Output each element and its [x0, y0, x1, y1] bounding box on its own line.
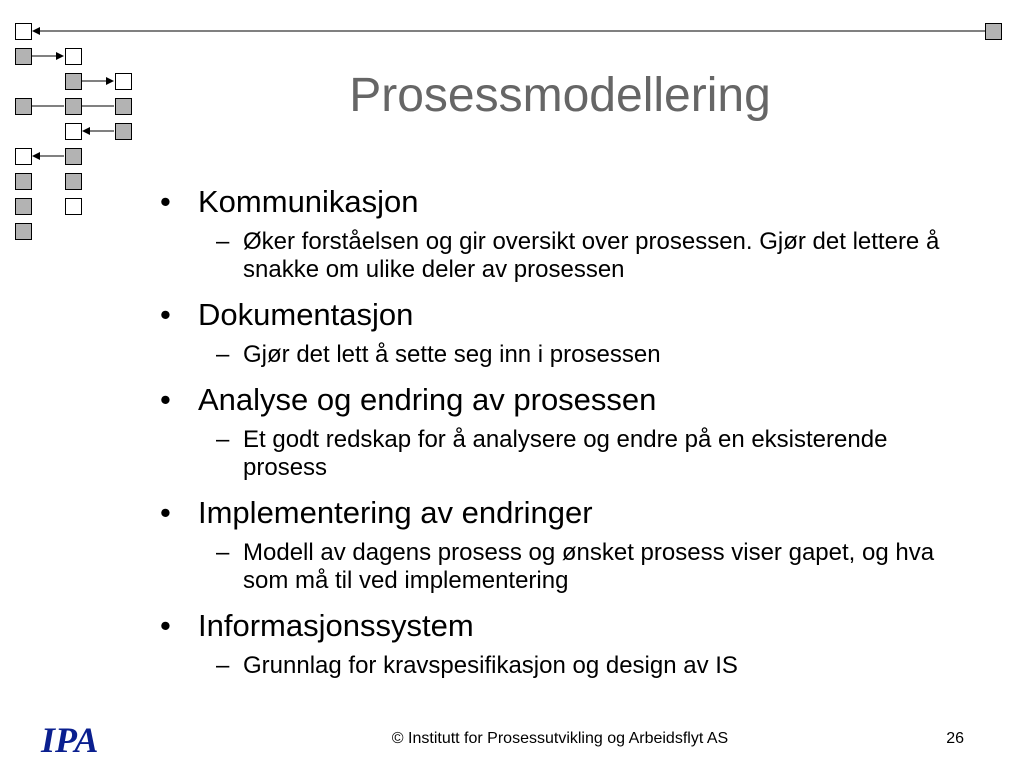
- bullet-text: Analyse og endring av prosessen: [198, 382, 657, 417]
- bullet-item: [160, 293, 990, 369]
- diagram-box: [116, 99, 132, 115]
- diagram-box: [16, 149, 32, 165]
- sub-bullet-marker: –: [216, 539, 230, 566]
- bullet-text: Kommunikasjon: [198, 184, 419, 219]
- sub-bullet-marker: –: [216, 341, 230, 368]
- diagram-box: [16, 199, 32, 215]
- bullet-text: Informasjonssystem: [198, 608, 474, 643]
- diagram-box: [66, 49, 82, 65]
- diagram-box: [66, 149, 82, 165]
- diagram-box: [16, 174, 32, 190]
- diagram-box: [116, 74, 132, 90]
- diagram-box: [16, 24, 32, 40]
- bullet-item: [160, 378, 990, 482]
- diagram-box: [66, 124, 82, 140]
- ipa-logo: IPA: [41, 720, 99, 760]
- bullet-item: [160, 491, 990, 595]
- bullet-text: Dokumentasjon: [198, 297, 414, 332]
- diagram-box: [16, 224, 32, 240]
- diagram-box: [66, 174, 82, 190]
- diagram-box: [66, 74, 82, 90]
- sub-bullet-marker: –: [216, 426, 230, 453]
- diagram-box: [986, 24, 1002, 40]
- bullet-marker: •: [160, 184, 171, 219]
- bullet-marker: •: [160, 382, 171, 417]
- sub-bullet-marker: –: [216, 652, 230, 679]
- diagram-box: [66, 99, 82, 115]
- page-number: 26: [946, 730, 964, 747]
- footer-copyright: © Institutt for Prosessutvikling og Arbeidsflyt AS: [391, 730, 729, 747]
- sub-bullet-text: Et godt redskap for å analysere og endre på en eksisterende prosess: [243, 426, 888, 481]
- bullet-text: Implementering av endringer: [198, 495, 593, 530]
- bullet-item: [160, 180, 990, 284]
- bullet-marker: •: [160, 608, 171, 643]
- bullet-list: [160, 180, 990, 689]
- diagram-box: [16, 49, 32, 65]
- slide-title: Prosessmodellering: [349, 69, 771, 122]
- diagram-box: [116, 124, 132, 140]
- sub-bullet-text: Modell av dagens prosess og ønsket prosess viser gapet, og hva som må til ved implementering: [243, 539, 935, 594]
- sub-bullet-text: Gjør det lett å sette seg inn i prosessen: [243, 341, 661, 368]
- bullet-item: [160, 604, 990, 680]
- diagram-box: [66, 199, 82, 215]
- diagram-box: [16, 99, 32, 115]
- bullet-marker: •: [160, 495, 171, 530]
- sub-bullet-text: Grunnlag for kravspesifikasjon og design av IS: [243, 652, 738, 679]
- sub-bullet-marker: –: [216, 228, 230, 255]
- bullet-marker: •: [160, 297, 171, 332]
- sub-bullet-text: Øker forståelsen og gir oversikt over prosessen. Gjør det lettere å snakke om ulike deler av prosessen: [243, 228, 940, 283]
